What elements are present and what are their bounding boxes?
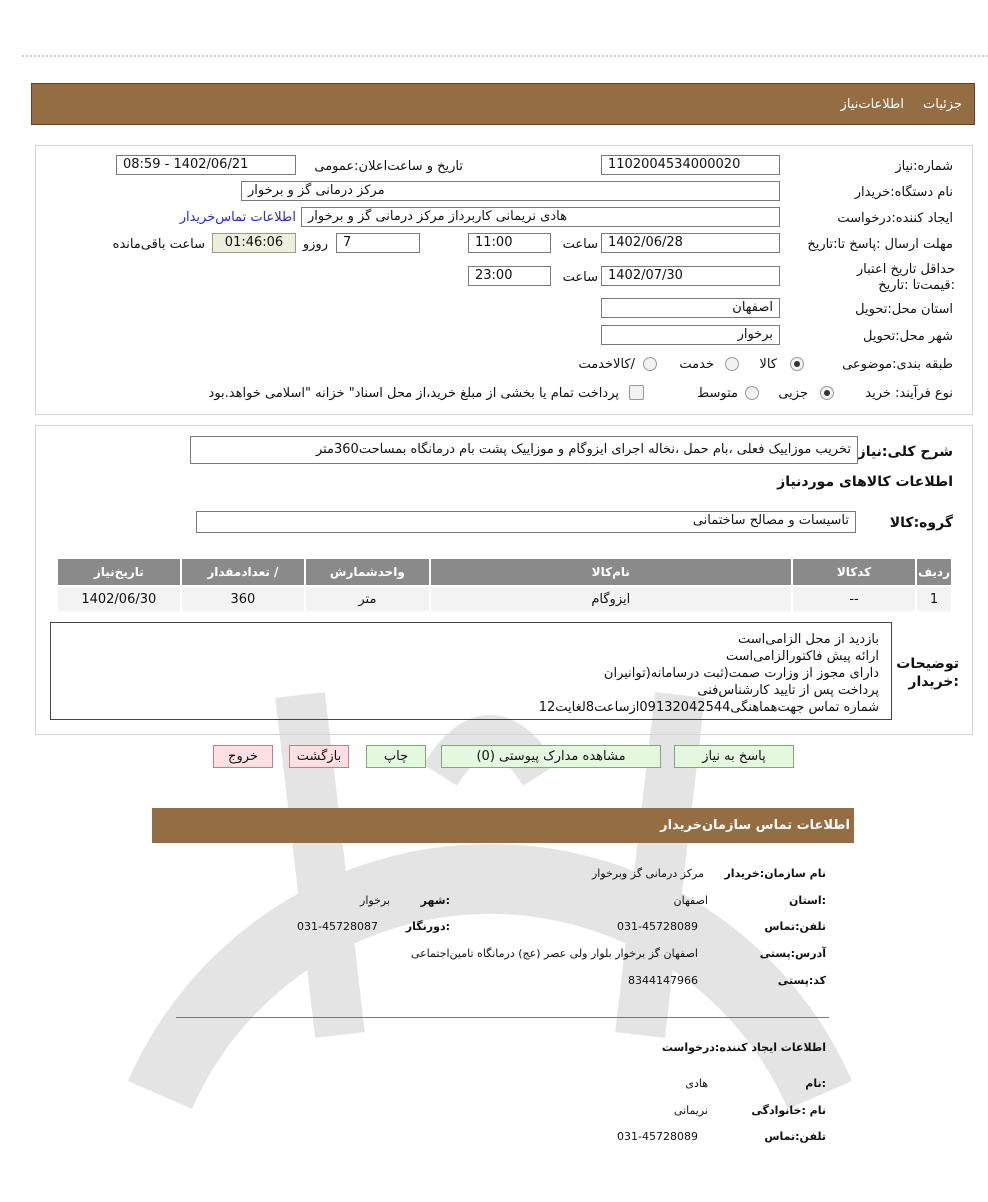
treasury-payment-checkbox[interactable]	[629, 385, 644, 400]
goods-group-label: گروه:کالا	[889, 515, 953, 531]
city-label: شهر محل:تحویل	[863, 329, 953, 344]
contact-address-value: اصفهان گز برخوار بلوار ولی عصر (عج) درمانگاه تامین‌اجتماعی	[410, 947, 698, 960]
deadline-label: مهلت ارسال :پاسخ تا:تاریخ	[807, 237, 953, 252]
announce-field: 1402/06/21 - 08:59	[116, 155, 296, 175]
validity-label: حداقل تاریخ اعتبار :قیمت‌تا :تاریخ	[856, 262, 955, 293]
creator-family-label: نام :خانوادگی	[751, 1104, 826, 1117]
contact-postal-label: کد:پستی	[777, 974, 826, 987]
goods-info-title: اطلاعات کالاهای موردنیاز	[777, 474, 953, 490]
days-field: 7	[336, 233, 420, 253]
summary-label: شرح کلی:نیاز	[857, 444, 953, 460]
validity-date-field: 1402/07/30	[601, 266, 780, 286]
buyer-note-line: ارائه پیش فاکتورالزامی‌است	[725, 649, 879, 664]
contact-fax-value: 031-45728087	[297, 920, 378, 933]
validity-time-label: ساعت	[562, 270, 598, 285]
category-option-service: خدمت	[679, 357, 714, 372]
contact-address-label: آدرس:پستی	[759, 947, 826, 960]
contact-city-value: برخوار	[360, 894, 390, 907]
cell-unit: متر	[305, 586, 430, 612]
contact-province-label: :استان	[789, 894, 826, 907]
tab-details[interactable]: جزئیات	[923, 97, 962, 112]
top-divider	[22, 55, 988, 57]
cell-date: 1402/06/30	[57, 586, 181, 612]
province-label: استان محل:تحویل	[855, 302, 953, 317]
province-field: اصفهان	[601, 298, 780, 318]
contact-phone-value: 031-45728089	[617, 920, 698, 933]
announce-label: تاریخ و ساعت‌اعلان:عمومی	[314, 159, 463, 174]
buyer-notes-label-1: توضیحات	[896, 656, 959, 672]
attachments-button[interactable]: مشاهده مدارک پیوستی (0)	[441, 745, 661, 768]
buyer-note-line: بازدید از محل الزامی‌است	[737, 632, 879, 647]
col-header-quantity: / تعدادمقدار	[181, 558, 305, 586]
city-field: برخوار	[601, 325, 780, 345]
exit-button[interactable]: خروج	[213, 745, 273, 768]
col-header-row-number: ردیف	[916, 558, 952, 586]
need-number-field: 1102004534000020	[601, 155, 780, 175]
col-header-unit: واحدشمارش	[305, 558, 430, 586]
back-button[interactable]: بازگشت	[289, 745, 349, 768]
cell-name: ایزوگام	[430, 586, 792, 612]
creator-info-title: اطلاعات ایجاد کننده:درخواست	[661, 1041, 826, 1054]
reply-button[interactable]: پاسخ به نیاز	[674, 745, 794, 768]
col-header-date: تاریخ‌نیاز	[57, 558, 181, 586]
remaining-time-field: 01:46:06	[212, 233, 296, 253]
remaining-label: ساعت باقی‌مانده	[112, 237, 205, 252]
deadline-date-field: 1402/06/28	[601, 233, 780, 253]
category-radio-goods[interactable]	[790, 357, 804, 371]
buyer-note-line: شماره تماس جهت‌هماهنگی09132042544ازساعت8لغایت12	[538, 700, 879, 715]
buyer-org-label: نام دستگاه:خریدار	[854, 185, 953, 200]
process-label: نوع فرآیند: خرید	[865, 386, 953, 401]
contact-city-label: :شهر	[420, 894, 450, 907]
process-option-medium: متوسط	[697, 386, 738, 401]
creator-name-label: :نام	[805, 1077, 826, 1090]
treasury-payment-note: پرداخت تمام یا بخشی از مبلغ خرید،از محل اسناد" خزانه "اسلامی خواهد.بود	[208, 386, 619, 401]
contact-org-label: نام سازمان:خریدار	[724, 867, 826, 880]
deadline-time-field: 11:00	[468, 233, 551, 253]
validity-time-field: 23:00	[468, 266, 551, 286]
process-radio-medium[interactable]	[745, 386, 759, 400]
goods-table	[56, 557, 953, 613]
buyer-note-line: دارای مجوز از وزارت صمت(ثبت درسامانه(توانیران	[603, 666, 879, 681]
header-tab-bar	[31, 83, 975, 125]
contact-section-header	[152, 808, 854, 843]
contact-org-value: مرکز درمانی گز وبرخوار	[591, 867, 704, 880]
contact-section-title: اطلاعات تماس سازمان‌خریدار	[660, 818, 850, 833]
creator-field: هادی نریمانی کاربرداز مرکز درمانی گز و برخوار	[301, 207, 780, 227]
cell-code: --	[792, 586, 916, 612]
creator-name-value: هادی	[685, 1077, 708, 1090]
contact-divider	[176, 1017, 829, 1018]
days-label: روزو	[302, 237, 328, 252]
buyer-org-field: مرکز درمانی گز و برخوار	[241, 181, 780, 201]
col-header-name: نام‌کالا	[430, 558, 792, 586]
tab-need-info[interactable]: اطلاعات‌نیاز	[840, 97, 904, 112]
buyer-contact-link[interactable]: اطلاعات تماس‌خریدار	[179, 210, 296, 225]
col-header-code: کدکالا	[792, 558, 916, 586]
process-radio-minor[interactable]	[820, 386, 834, 400]
contact-phone-label: تلفن:تماس	[764, 920, 826, 933]
creator-phone-label: تلفن:تماس	[764, 1130, 826, 1143]
category-option-goods: کالا	[759, 357, 777, 372]
need-number-label: شماره:نیاز	[895, 159, 953, 174]
contact-postal-value: 8344147966	[628, 974, 698, 987]
print-button[interactable]: چاپ	[366, 745, 426, 768]
cell-quantity: 360	[181, 586, 305, 612]
buyer-notes-box	[50, 622, 892, 720]
goods-group-field: تاسیسات و مصالح ساختمانی	[196, 511, 856, 533]
deadline-time-label: ساعت	[562, 237, 598, 252]
summary-text-field: تخریب موزاییک فعلی ،بام حمل ،نخاله اجرای ایزوگام و موزاییک پشت بام درمانگاه بمساحت360متر	[190, 436, 858, 464]
table-header-row	[57, 558, 952, 586]
contact-province-value: اصفهان	[673, 894, 708, 907]
creator-phone-value: 031-45728089	[617, 1130, 698, 1143]
cell-row-number: 1	[916, 586, 952, 612]
buyer-note-line: پرداخت پس از تایید کارشناس‌فنی	[697, 683, 879, 698]
creator-label: ایجاد کننده:درخواست	[837, 211, 953, 226]
process-option-minor: جزیی	[778, 386, 808, 401]
table-row	[57, 586, 952, 612]
category-radio-goods-service[interactable]	[643, 357, 657, 371]
contact-fax-label: :دورنگار	[405, 920, 450, 933]
category-label: طبقه بندی:موضوعی	[842, 357, 953, 372]
buyer-notes-label-2: :خریدار	[908, 674, 959, 690]
category-radio-service[interactable]	[725, 357, 739, 371]
category-option-goods-service: /کالاخدمت	[578, 357, 635, 372]
creator-family-value: نریمانی	[673, 1104, 708, 1117]
